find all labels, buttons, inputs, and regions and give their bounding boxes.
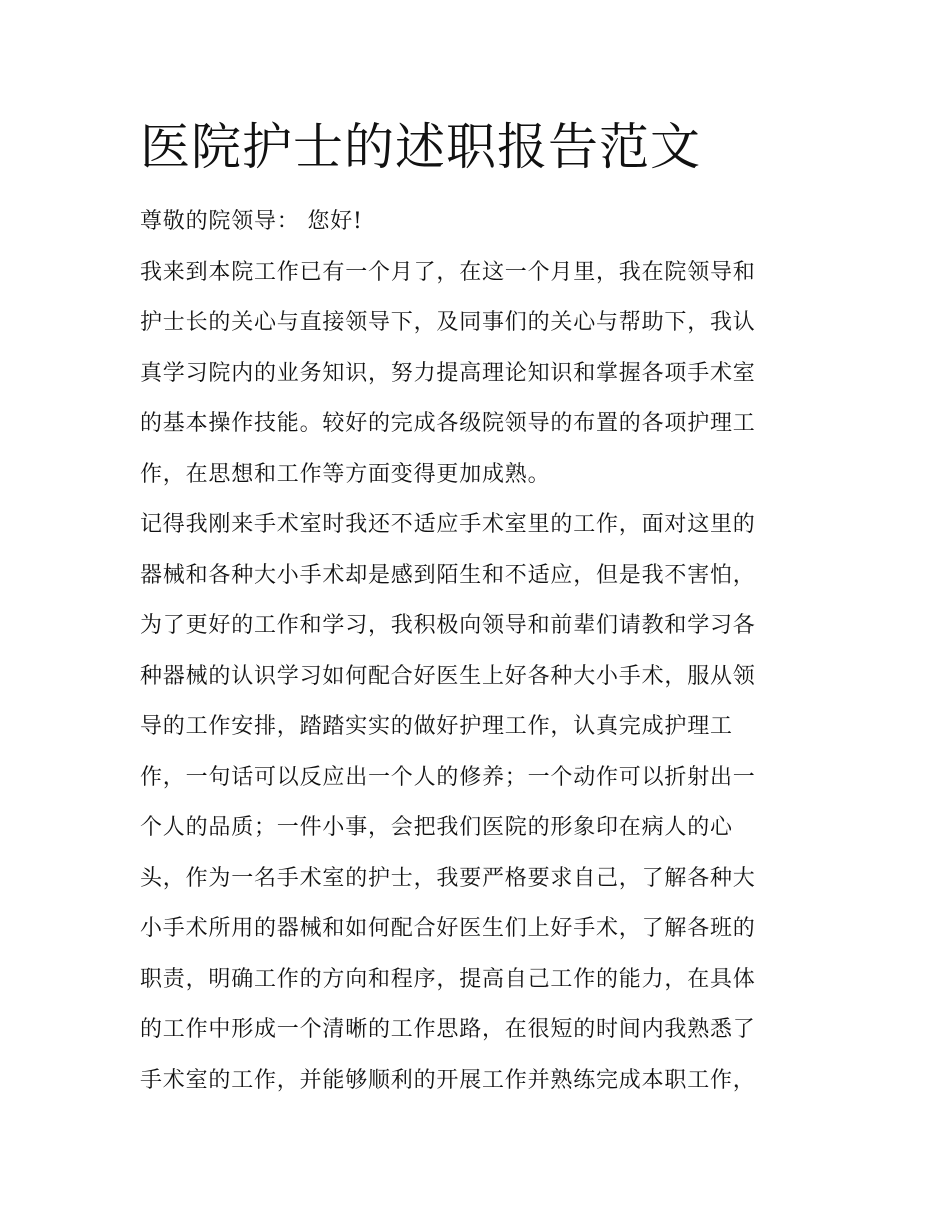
body-line-8: 为了更好的工作和学习，我积极向领导和前辈们请教和学习各 [140,613,756,638]
body-line-13: 头，作为一名手术室的护士，我要严格要求自己，了解各种大 [140,866,756,891]
body-line-9: 种器械的认识学习如何配合好医生上好各种大小手术，服从领 [140,664,756,689]
document-title: 医院护士的述职报告范文 [140,118,701,176]
body-line-7: 器械和各种大小手术却是感到陌生和不适应，但是我不害怕， [140,563,756,588]
body-line-2: 护士长的关心与直接领导下，及同事们的关心与帮助下，我认 [140,310,756,335]
body-line-14: 小手术所用的器械和如何配合好医生们上好手术，了解各班的 [140,916,756,941]
body-line-12: 个人的品质；一件小事，会把我们医院的形象印在病人的心 [140,815,733,840]
body-line-1: 我来到本院工作已有一个月了，在这一个月里，我在院领导和 [140,260,756,285]
body-line-4: 的基本操作技能。较好的完成各级院领导的布置的各项护理工 [140,411,756,436]
body-line-10: 导的工作安排，踏踏实实的做好护理工作，认真完成护理工 [140,714,733,739]
body-line-15: 职责，明确工作的方向和程序，提高自己工作的能力，在具体 [140,967,756,992]
body-line-17: 手术室的工作，并能够顺利的开展工作并熟练完成本职工作， [140,1068,756,1093]
greeting-line: 尊敬的院领导： 您好! [140,209,363,234]
body-line-3: 真学习院内的业务知识，努力提高理论知识和掌握各项手术室 [140,361,756,386]
body-line-5: 作，在思想和工作等方面变得更加成熟。 [140,462,551,487]
body-line-16: 的工作中形成一个清晰的工作思路，在很短的时间内我熟悉了 [140,1017,756,1042]
body-line-6: 记得我刚来手术室时我还不适应手术室里的工作，面对这里的 [140,512,756,537]
body-line-11: 作，一句话可以反应出一个人的修养；一个动作可以折射出一 [140,765,756,790]
